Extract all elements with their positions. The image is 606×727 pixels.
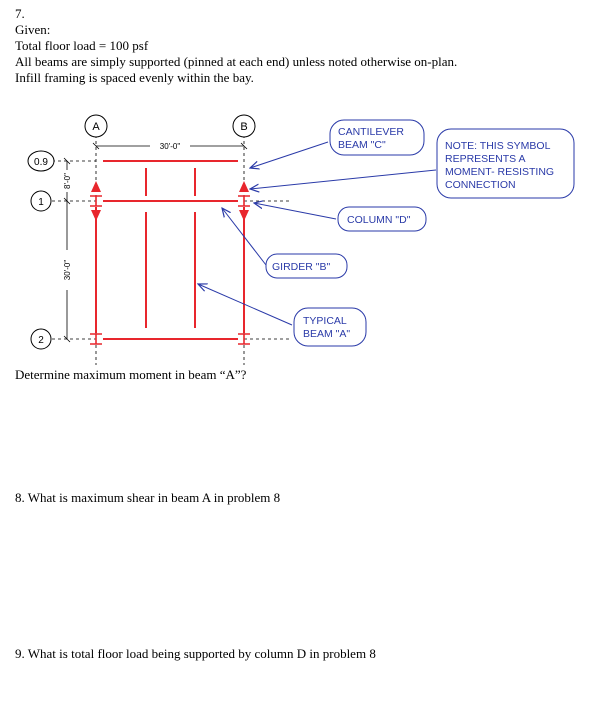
callout-typical-line1: TYPICAL	[303, 315, 347, 327]
callout-leaders	[198, 142, 436, 325]
dim-bay-30ft: 30'-0"	[63, 259, 72, 281]
grid-bubble-b	[233, 115, 255, 137]
svg-text:B: B	[240, 121, 248, 133]
callout-note-line2: REPRESENTS A	[445, 153, 526, 165]
callout-note-line3: MOMENT- RESISTING	[445, 166, 555, 178]
callout-typical-line2: BEAM "A"	[303, 328, 351, 340]
dimension-lines	[64, 143, 247, 342]
callout-note-line4: CONNECTION	[445, 179, 516, 191]
question-9-text: 9. What is total floor load being supported by column D in problem 8	[15, 646, 376, 661]
cloud-typical-beam	[294, 308, 366, 346]
callout-cantilever-line1: CANTILEVER	[338, 126, 404, 138]
grid-bubble-2	[31, 329, 51, 349]
callout-cantilever-line2: BEAM "C"	[338, 139, 386, 151]
callout-column-d: COLUMN "D"	[347, 214, 411, 226]
grid-bubble-1	[31, 191, 51, 211]
support-text: All beams are simply supported (pinned at each end) unless noted otherwise on-plan.	[15, 54, 458, 69]
framing-members	[96, 161, 244, 339]
grid-bubble-a	[85, 115, 107, 137]
callout-clouds	[266, 120, 574, 346]
question-8-text: 8. What is maximum shear in beam A in problem 8	[15, 490, 281, 505]
dim-span-30ft: 30'-0"	[159, 142, 181, 151]
callout-note-line1: NOTE: THIS SYMBOL	[445, 140, 551, 152]
infill-text: Infill framing is spaced evenly within the bay.	[15, 70, 254, 85]
column-symbols	[90, 196, 250, 344]
problem-number: 7.	[15, 6, 25, 21]
question-7-text: Determine maximum moment in beam “A”?	[15, 367, 247, 382]
svg-text:2: 2	[38, 335, 44, 346]
floor-load-text: Total floor load = 100 psf	[15, 38, 149, 53]
grid-bubble-0-9	[28, 151, 54, 171]
svg-text:1: 1	[38, 197, 44, 208]
given-heading: Given:	[15, 22, 51, 37]
dim-cantilever-8ft: 8'-0"	[63, 173, 72, 189]
svg-text:A: A	[92, 121, 100, 133]
svg-text:0.9: 0.9	[34, 157, 48, 168]
callout-girder-b: GIRDER "B"	[272, 261, 331, 273]
